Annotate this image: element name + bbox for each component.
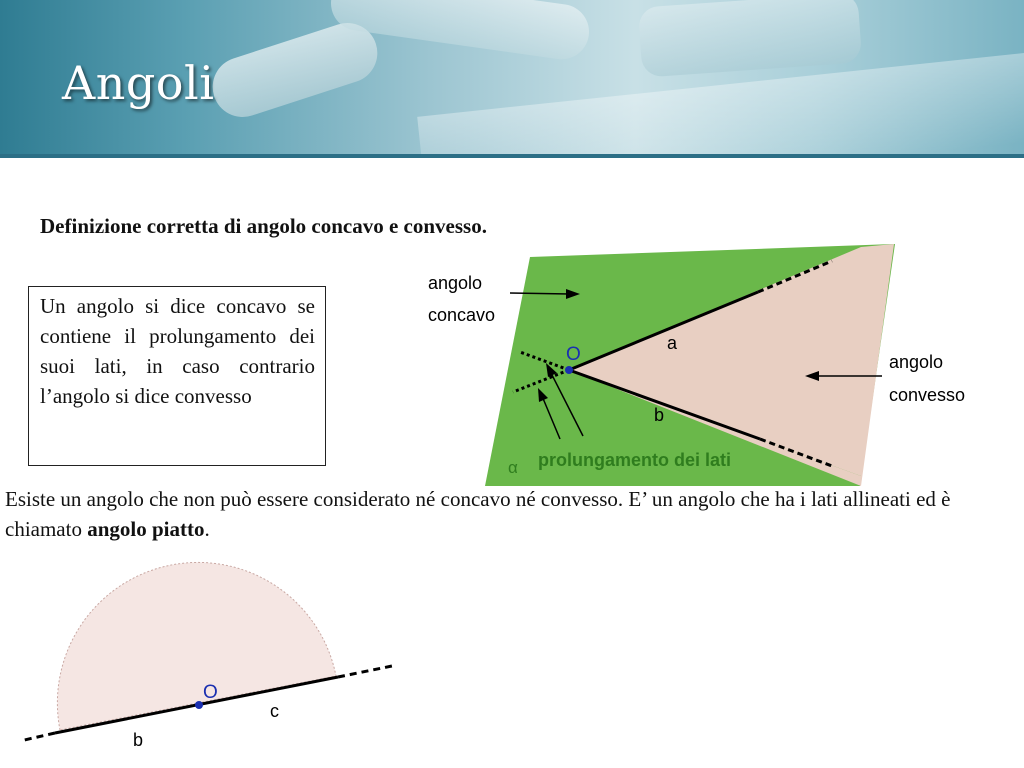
straight-line-dashed-right: [338, 666, 392, 677]
vertex-label: O: [566, 344, 581, 365]
vertex-point: [565, 366, 573, 374]
side-b-label: b: [654, 405, 665, 425]
definition-box: Un angolo si dice concavo se contiene il prolungamento dei suoi lati, in caso contrario l’angolo si dice convesso: [28, 286, 326, 466]
side-a-label: a: [667, 333, 678, 353]
paragraph-end: .: [204, 517, 210, 541]
vertex-point: [195, 701, 203, 709]
header-divider: [0, 154, 1024, 158]
straight-angle-figure: [0, 560, 400, 760]
slide-header-banner: [0, 0, 1024, 158]
convex-label-line1: angolo: [889, 352, 944, 372]
concave-arrow: [510, 293, 570, 294]
concave-label-line2: concavo: [428, 305, 496, 325]
vertex-label: O: [203, 682, 218, 703]
straight-line-dashed-left: [20, 733, 55, 741]
straight-angle-paragraph: [5, 484, 1024, 544]
convex-label-line2: convesso: [889, 385, 966, 405]
concave-label-line1: angolo: [428, 273, 483, 293]
side-c-label: c: [270, 701, 279, 721]
section-heading: Definizione corretta di angolo concavo e convesso.: [40, 214, 487, 238]
paragraph-text: Esiste un angolo che non può essere considerato né concavo né convesso. E’ un angolo che ha i lati allineati ed è chiamato: [5, 487, 951, 541]
chalk-decoration: [638, 0, 862, 78]
slide-title: Angoli: [62, 56, 215, 110]
side-b-label: b: [133, 730, 144, 750]
alpha-label: α: [508, 458, 518, 477]
straight-angle-term: angolo piatto: [87, 517, 205, 541]
concave-convex-figure: [420, 240, 980, 488]
extension-label: prolungamento dei lati: [538, 450, 732, 470]
chalk-decoration: [205, 15, 385, 125]
